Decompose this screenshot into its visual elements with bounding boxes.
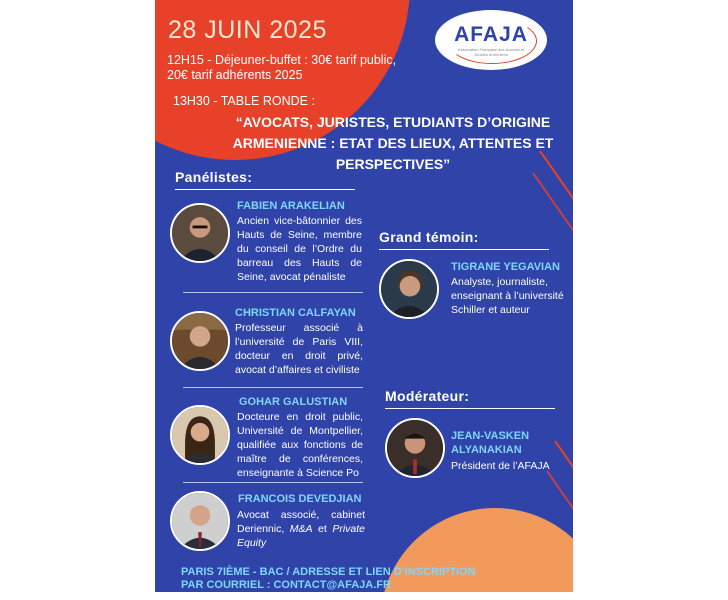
event-poster	[155, 0, 573, 592]
decorative-line	[532, 172, 573, 230]
logo-ring-icon	[447, 18, 537, 64]
moderator-description: Président de l’AFAJA	[451, 460, 550, 472]
divider	[183, 387, 363, 388]
avatar-fabien-arakelian	[170, 203, 230, 263]
table-ronde-time: 13H30 - TABLE RONDE :	[173, 94, 315, 108]
footer-info	[181, 566, 476, 592]
footer-line-1: PARIS 7IÈME - BAC / ADRESSE ET LIEN D’INSCRIPTION	[181, 566, 476, 578]
panelist-3-name: GOHAR GALUSTIAN	[239, 396, 348, 408]
logo-wordmark: AFAJA	[454, 22, 528, 46]
moderator-underline	[385, 408, 555, 409]
panelist-1-name: FABIEN ARAKELIAN	[237, 200, 345, 212]
afaja-logo	[435, 10, 547, 70]
panelists-underline	[175, 189, 355, 190]
panelist-2-description: Professeur associé à l’université de Paris VIII, docteur en droit privé, avocat d’affaires et civiliste	[235, 322, 363, 376]
logo-subtitle: Association Française des Avocats et Juristes Arméniens	[457, 46, 525, 57]
panelist-1-description: Ancien vice-bâtonnier des Hauts de Seine, membre du conseil de l’Ordre du barreau des Hauts de Seine, avocat pénaliste	[237, 215, 362, 283]
avatar-tigrane-yegavian	[379, 259, 439, 319]
witness-description: Analyste, journaliste, enseignant à l’université Schiller et auteur	[451, 276, 564, 316]
avatar-gohar-galustian	[170, 405, 230, 465]
moderator-heading: Modérateur:	[385, 388, 470, 404]
decorative-line	[546, 470, 573, 512]
moderator-name-line2: ALYANAKIAN	[451, 444, 522, 456]
divider	[183, 292, 363, 293]
panelist-4-name: FRANCOIS DEVEDJIAN	[238, 493, 362, 505]
avatar-jean-vasken-alyanakian	[385, 418, 445, 478]
avatar-christian-calfayan	[170, 311, 230, 371]
panelist-3-description: Docteure en droit public, Université de Montpellier, qualifiée aux fonctions de maître de conférences, enseignante à Science Po	[237, 411, 363, 479]
moderator-name-line1: JEAN-VASKEN	[451, 430, 530, 442]
round-table-theme: “AVOCATS, JURISTES, ETUDIANTS D’ORIGINE ARMENIENNE : ETAT DES LIEUX, ATTENTES ET PERSPECTIVES”	[232, 114, 554, 172]
divider	[183, 482, 363, 483]
avatar-francois-devedjian	[170, 491, 230, 551]
witness-name: TIGRANE YEGAVIAN	[451, 261, 560, 273]
footer-line-2: PAR COURRIEL : CONTACT@AFAJA.FR	[181, 579, 391, 591]
event-date: 28 JUIN 2025	[168, 16, 327, 44]
witness-heading: Grand témoin:	[379, 229, 479, 245]
panelists-heading: Panélistes:	[175, 169, 253, 185]
panelist-4-description: Avocat associé, cabinet Deriennic, M&A et Private Equity	[237, 509, 365, 549]
witness-underline	[379, 249, 549, 250]
lunch-info: 12H15 - Déjeuner-buffet : 30€ tarif public, 20€ tarif adhérents 2025	[167, 53, 397, 82]
panelist-2-name: CHRISTIAN CALFAYAN	[235, 307, 356, 319]
